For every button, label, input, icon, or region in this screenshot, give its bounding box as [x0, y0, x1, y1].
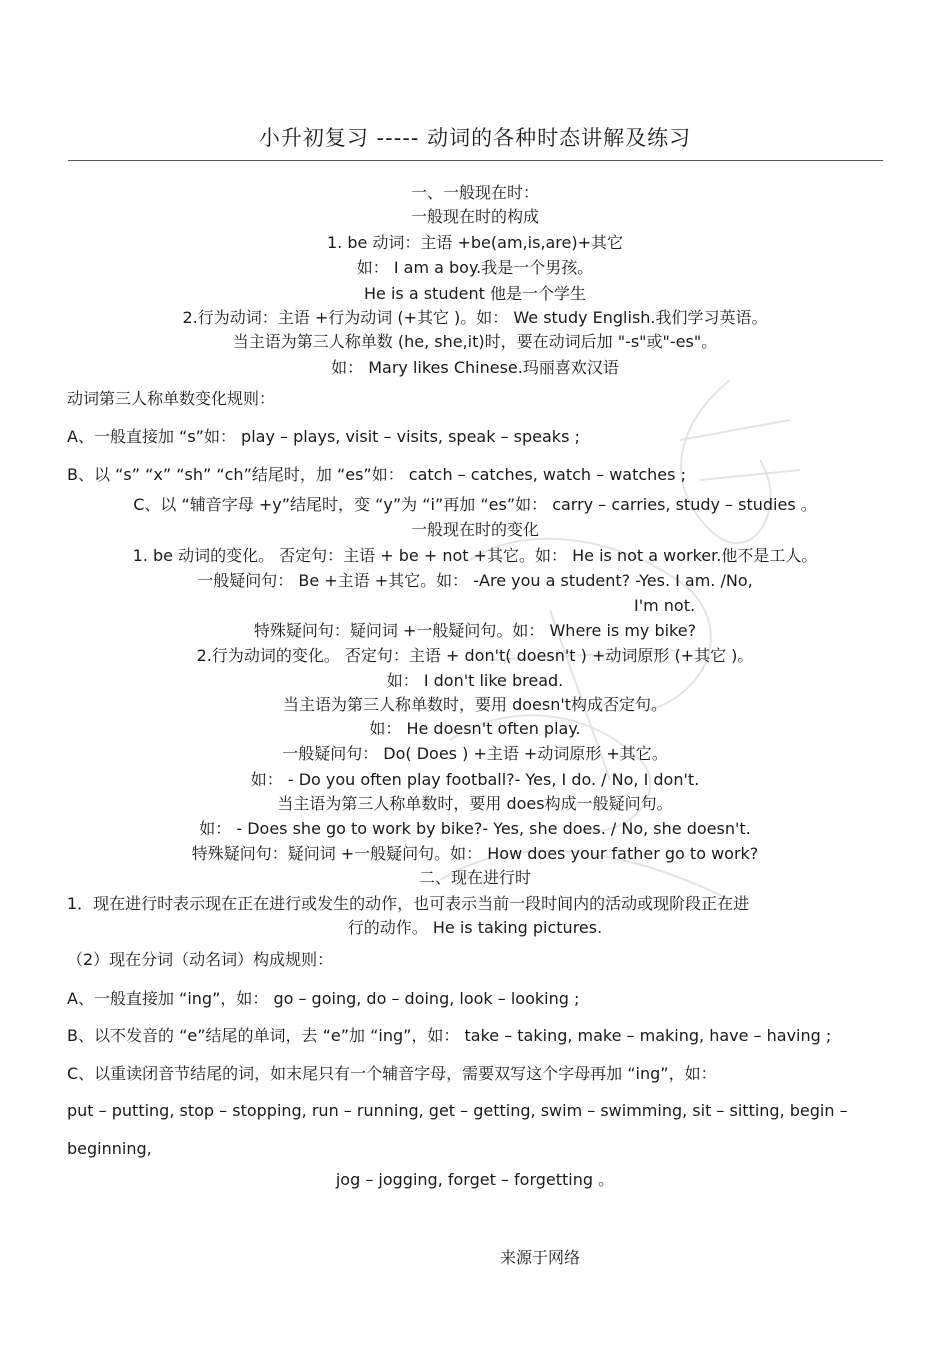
paragraph-line: 行的动作。 He is taking pictures. — [347, 918, 603, 937]
section-heading: 二、现在进行时 — [418, 868, 531, 887]
rule-line: 当主语为第三人称单数时，要用 does构成一般疑问句。 — [277, 794, 673, 813]
title-divider — [68, 160, 883, 161]
subheading: 一般现在时的构成 — [410, 207, 539, 226]
example-line: 如： I am a boy.我是一个男孩。 — [356, 258, 594, 277]
example-line: He is a student 他是一个学生 — [364, 284, 586, 303]
example-line: 如： Mary likes Chinese.玛丽喜欢汉语 — [331, 358, 619, 377]
rule-line: 当主语为第三人称单数时，要用 doesn't构成否定句。 — [282, 695, 668, 714]
subheading: 一般现在时的变化 — [410, 520, 539, 539]
rules-heading: （2）现在分词（动名词）构成规则： — [67, 950, 334, 969]
rule-line: 1. be 动词：主语 +be(am,is,are)+其它 — [326, 233, 624, 252]
rules-heading: 动词第三人称单数变化规则： — [67, 389, 276, 408]
example-line: 如： I don't like bread. — [386, 671, 564, 690]
example-line: jog – jogging, forget – forgetting 。 — [335, 1170, 615, 1189]
rule-line: 特殊疑问句：疑问词 +一般疑问句。如： Where is my bike? — [253, 621, 697, 640]
rule-item: A、一般直接加 “s”如： play – plays, visit – visits, speak – speaks ; — [67, 427, 580, 446]
rule-item: A、一般直接加 “ing”，如： go – going, do – doing, look – looking ; — [67, 989, 580, 1008]
example-line: beginning, — [67, 1139, 152, 1158]
rule-line: 一般疑问句： Be +主语 +其它。如： -Are you a student? -Yes. I am. /No, — [197, 571, 753, 590]
example-line: I'm not. — [634, 596, 696, 615]
example-line: 如： He doesn't often play. — [369, 719, 581, 738]
rule-item: C、以 “辅音字母 +y”结尾时，变 “y”为 “i”再加 “es”如： carry – carries, study – studies 。 — [133, 495, 817, 514]
rule-line: 当主语为第三人称单数 (he, she,it)时，要在动词后加 "-s"或"-es"。 — [232, 332, 718, 351]
section-heading: 一、一般现在时： — [410, 183, 539, 202]
rule-line: 一般疑问句： Do( Does ) +主语 +动词原形 +其它。 — [282, 744, 668, 763]
footer-source: 来源于网络 — [500, 1248, 581, 1267]
rule-line: 2.行为动词：主语 +行为动词 (+其它 )。如： We study English.我们学习英语。 — [182, 308, 768, 327]
rule-item: B、以 “s” “x” “sh” “ch”结尾时，加 “es”如： catch – catches, watch – watches ; — [67, 465, 686, 484]
rule-item: C、以重读闭音节结尾的词，如末尾只有一个辅音字母，需要双写这个字母再加 “ing”，如： — [67, 1064, 717, 1083]
rule-line: 特殊疑问句：疑问词 +一般疑问句。如： How does your father go to work? — [191, 844, 759, 863]
rule-line: 1. be 动词的变化。 否定句：主语 + be + not +其它。如： He is not a worker.他不是工人。 — [132, 546, 818, 565]
rule-line: 2.行为动词的变化。 否定句：主语 + don't( doesn't ) +动词原形 (+其它 )。 — [196, 646, 754, 665]
example-line: 如： - Do you often play football?- Yes, I do. / No, I don't. — [250, 770, 700, 789]
rule-item: B、以不发音的 “e”结尾的单词，去 “e”加 “ing”，如： take – taking, make – making, have – having ; — [67, 1026, 832, 1045]
example-line: put – putting, stop – stopping, run – running, get – getting, swim – swimming, sit – sitting, begin – — [67, 1101, 848, 1120]
page-title: 小升初复习 ----- 动词的各种时态讲解及练习 — [258, 126, 692, 150]
paragraph-line: 1．现在进行时表示现在正在进行或发生的动作，也可表示当前一段时间内的活动或现阶段正在进 — [67, 894, 750, 913]
example-line: 如： - Does she go to work by bike?- Yes, she does. / No, she doesn't. — [199, 819, 751, 838]
